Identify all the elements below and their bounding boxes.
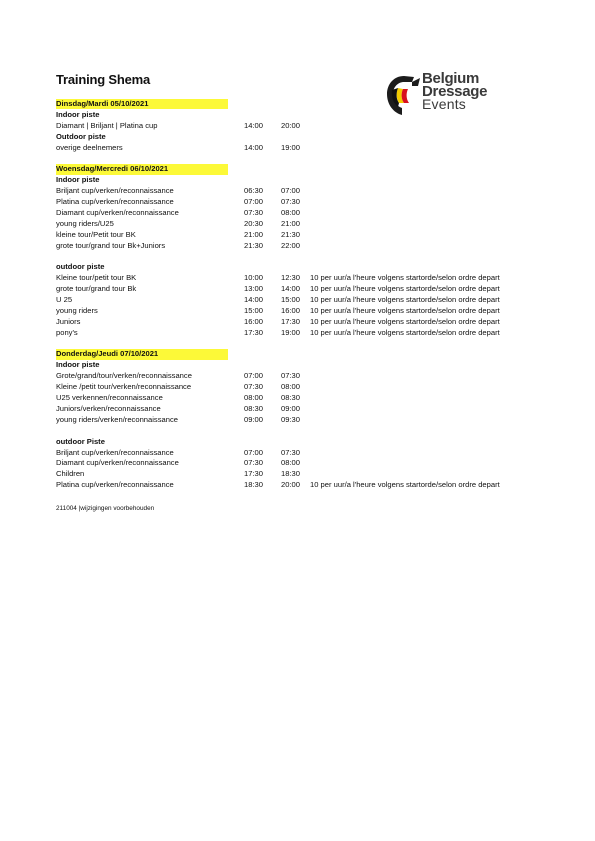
schedule-row — [56, 197, 556, 208]
schedule-row — [56, 121, 556, 132]
row-name: Kleine tour/petit tour BK — [56, 273, 137, 283]
row-start-time: 08:30 — [244, 403, 264, 413]
schedule-row — [56, 306, 556, 317]
row-start-time: 08:00 — [244, 393, 264, 403]
schedule-row — [56, 230, 556, 241]
row-end-time: 08:00 — [281, 458, 301, 468]
spacer — [56, 339, 556, 350]
day-label: Donderdag/Jeudi 07/10/2021 — [56, 349, 228, 359]
section-heading — [56, 132, 556, 143]
schedule-row — [56, 317, 556, 328]
schedule-row — [56, 219, 556, 230]
schedule-row — [56, 371, 556, 382]
row-end-time: 07:30 — [281, 197, 301, 207]
schedule-row — [56, 448, 556, 459]
row-note: 10 per uur/a l'heure volgens startorde/selon ordre depart — [310, 295, 500, 305]
row-name: Diamant | Briljant | Platina cup — [56, 120, 158, 130]
row-start-time: 14:00 — [244, 142, 264, 152]
row-start-time: 14:00 — [244, 295, 264, 305]
schedule-row — [56, 469, 556, 480]
schedule-row — [56, 143, 556, 154]
schedule-row — [56, 328, 556, 339]
row-start-time: 16:00 — [244, 316, 264, 326]
row-name: outdoor piste — [56, 262, 105, 272]
row-start-time: 07:00 — [244, 447, 264, 457]
schedule-row — [56, 480, 556, 491]
section-heading — [56, 110, 556, 121]
section-heading — [56, 437, 556, 448]
row-end-time: 20:00 — [281, 120, 301, 130]
row-name: Kleine /petit tour/verken/reconnaissance — [56, 382, 192, 392]
row-start-time: 09:00 — [244, 414, 264, 424]
row-note: 10 per uur/a l'heure volgens startorde/selon ordre depart — [310, 284, 500, 294]
row-name: young riders/verken/reconnaissance — [56, 414, 178, 424]
row-note: 10 per uur/a l'heure volgens startorde/selon ordre depart — [310, 480, 500, 490]
row-start-time: 15:00 — [244, 305, 264, 315]
row-start-time: 14:00 — [244, 120, 264, 130]
row-name: grote tour/grand tour Bk+Juniors — [56, 240, 166, 250]
logo-text-line1: Belgium — [422, 70, 480, 87]
row-name: young riders/U25 — [56, 218, 114, 228]
row-start-time: 06:30 — [244, 186, 264, 196]
schedule-row — [56, 458, 556, 469]
row-start-time: 17:30 — [244, 327, 264, 337]
day-label: Woensdag/Mercredi 06/10/2021 — [56, 164, 228, 174]
section-heading — [56, 175, 556, 186]
row-end-time: 21:30 — [281, 229, 301, 239]
row-name: Grote/grand/tour/verken/reconnaissance — [56, 371, 192, 381]
row-start-time: 07:30 — [244, 382, 264, 392]
schedule-row — [56, 415, 556, 426]
row-name: Indoor piste — [56, 175, 100, 185]
row-start-time: 07:00 — [244, 371, 264, 381]
row-end-time: 14:00 — [281, 284, 301, 294]
row-start-time: 17:30 — [244, 469, 264, 479]
row-end-time: 08:00 — [281, 382, 301, 392]
schedule-row — [56, 393, 556, 404]
row-end-time: 07:30 — [281, 447, 301, 457]
schedule-row — [56, 208, 556, 219]
row-note: 10 per uur/a l'heure volgens startorde/selon ordre depart — [310, 273, 500, 283]
spacer — [56, 153, 556, 164]
row-start-time: 10:00 — [244, 273, 264, 283]
row-name: Briljant cup/verken/reconnaissance — [56, 447, 174, 457]
row-start-time: 21:00 — [244, 229, 264, 239]
row-name: Diamant cup/verken/reconnaissance — [56, 458, 179, 468]
row-name: U 25 — [56, 295, 73, 305]
row-start-time: 07:30 — [244, 458, 264, 468]
row-name: Briljant cup/verken/reconnaissance — [56, 186, 174, 196]
row-end-time: 07:00 — [281, 186, 301, 196]
schedule-row — [56, 273, 556, 284]
row-end-time: 22:00 — [281, 240, 301, 250]
row-note: 10 per uur/a l'heure volgens startorde/selon ordre depart — [310, 316, 500, 326]
row-end-time: 20:00 — [281, 480, 301, 490]
row-name: Diamant cup/verken/reconnaissance — [56, 207, 179, 217]
row-start-time: 21:30 — [244, 240, 264, 250]
row-end-time: 09:00 — [281, 403, 301, 413]
row-name: kleine tour/Petit tour BK — [56, 229, 136, 239]
row-end-time: 17:30 — [281, 316, 301, 326]
section-heading — [56, 360, 556, 371]
day-header — [56, 349, 556, 360]
row-end-time: 19:00 — [281, 327, 301, 337]
row-start-time: 13:00 — [244, 284, 264, 294]
row-name: Children — [56, 469, 85, 479]
row-name: Juniors — [56, 316, 81, 326]
row-end-time: 15:00 — [281, 295, 301, 305]
logo-text-line3: Events — [422, 96, 466, 112]
row-name: Indoor piste — [56, 360, 100, 370]
logo-text-line2: Dressage — [422, 83, 488, 100]
schedule — [56, 96, 556, 491]
row-start-time: 07:30 — [244, 207, 264, 217]
row-end-time: 08:00 — [281, 207, 301, 217]
row-name: Platina cup/verken/reconnaissance — [56, 197, 174, 207]
spacer — [56, 426, 556, 437]
schedule-row — [56, 404, 556, 415]
spacer — [56, 251, 556, 262]
schedule-row — [56, 382, 556, 393]
row-name: U25 verkennen/reconnaissance — [56, 393, 163, 403]
row-note: 10 per uur/a l'heure volgens startorde/selon ordre depart — [310, 327, 500, 337]
day-label: Dinsdag/Mardi 05/10/2021 — [56, 99, 228, 109]
row-note: 10 per uur/a l'heure volgens startorde/selon ordre depart — [310, 305, 500, 315]
row-name: outdoor Piste — [56, 436, 105, 446]
row-end-time: 19:00 — [281, 142, 301, 152]
row-end-time: 08:30 — [281, 393, 301, 403]
row-start-time: 18:30 — [244, 480, 264, 490]
row-end-time: 12:30 — [281, 273, 301, 283]
schedule-row — [56, 284, 556, 295]
row-name: Platina cup/verken/reconnaissance — [56, 480, 174, 490]
row-end-time: 16:00 — [281, 305, 301, 315]
row-end-time: 09:30 — [281, 414, 301, 424]
schedule-row — [56, 295, 556, 306]
page-title: Training Shema — [56, 72, 151, 87]
row-name: young riders — [56, 305, 98, 315]
row-name: Juniors/verken/reconnaissance — [56, 403, 161, 413]
row-name: grote tour/grand tour Bk — [56, 284, 137, 294]
row-start-time: 07:00 — [244, 197, 264, 207]
day-header — [56, 96, 556, 112]
row-name: overige deelnemers — [56, 142, 123, 152]
schedule-row — [56, 241, 556, 252]
footer-note: 211004 |wijzigingen voorbehouden — [56, 505, 155, 512]
day-header — [56, 164, 556, 175]
row-end-time: 18:30 — [281, 469, 301, 479]
row-start-time: 20:30 — [244, 218, 264, 228]
row-name: Indoor piste — [56, 109, 100, 119]
row-name: Outdoor piste — [56, 131, 106, 141]
schedule-row — [56, 186, 556, 197]
section-heading — [56, 262, 556, 273]
row-end-time: 21:00 — [281, 218, 301, 228]
row-name: pony's — [56, 327, 78, 337]
row-end-time: 07:30 — [281, 371, 301, 381]
